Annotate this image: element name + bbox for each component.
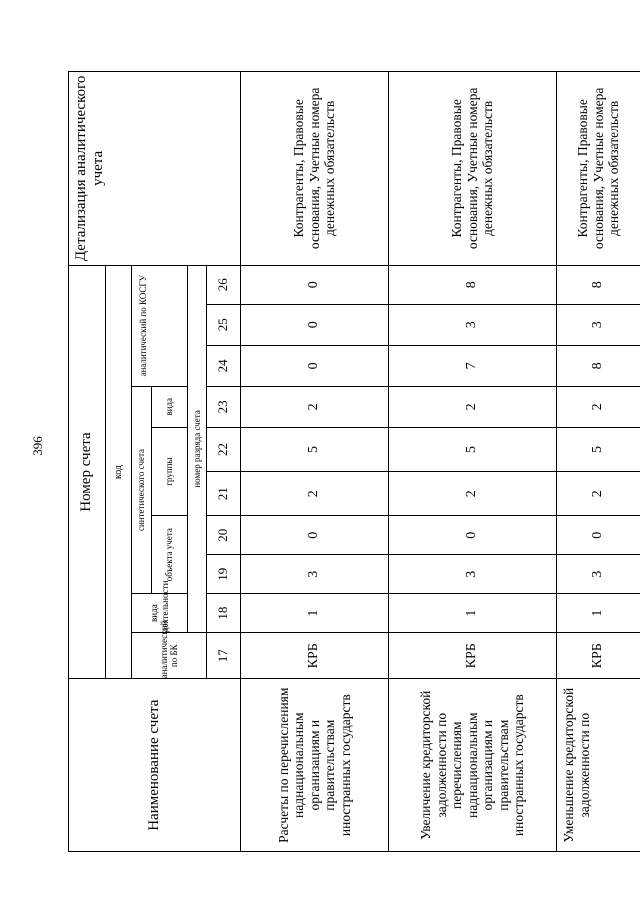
rotated-table-container [68, 71, 640, 852]
header-type: вида [152, 386, 188, 427]
digit-cell: 25 [207, 304, 241, 345]
row-analytic-detail: Контрагенты, Правовые основания, Учетные номера денежных обязательств [557, 72, 640, 266]
row-value: 2 [241, 386, 389, 427]
row-analytic-detail: Контрагенты, Правовые основания, Учетные номера денежных обязательств [389, 72, 557, 266]
digit-cell: 17 [207, 633, 241, 679]
row-value: 0 [241, 304, 389, 345]
row-analytic-detail: Контрагенты, Правовые основания, Учетные номера денежных обязательств [241, 72, 389, 266]
digit-cell: 18 [207, 594, 241, 633]
row-value: 0 [389, 516, 557, 555]
row-value: 8 [557, 345, 640, 386]
digit-cell: 23 [207, 386, 241, 427]
digit-cell: 20 [207, 516, 241, 555]
row-value: 3 [557, 304, 640, 345]
row-value: 2 [241, 472, 389, 516]
row-value: 5 [557, 427, 640, 471]
header-analytic-kosgu: аналитический по КОСГУ [132, 265, 188, 386]
row-value: 7 [389, 345, 557, 386]
row-value: 0 [241, 345, 389, 386]
header-synthetic-account: синтетического счета [132, 386, 152, 593]
header-analytic-detail: Детализация аналитического учета [69, 72, 241, 266]
row-value: 0 [557, 516, 640, 555]
row-value: 0 [241, 516, 389, 555]
row-value: 2 [557, 472, 640, 516]
row-value: 5 [241, 427, 389, 471]
digit-cell: 19 [207, 555, 241, 594]
row-value: 3 [241, 555, 389, 594]
page-number-container [30, 436, 50, 466]
digit-cell: 24 [207, 345, 241, 386]
header-activity-type: вида деятельности [132, 594, 188, 633]
row-value: 2 [389, 386, 557, 427]
digit-cell: 26 [207, 265, 241, 304]
row-value: 1 [241, 594, 389, 633]
row-value: 2 [557, 386, 640, 427]
header-digit-number: номер разряда счета [188, 265, 207, 632]
header-account-name: Наименование счета [69, 679, 241, 852]
header-group: группы [152, 427, 188, 515]
header-analytic-bk: аналитический по БК [132, 633, 207, 679]
table-row [389, 72, 557, 852]
accounts-table [68, 71, 640, 852]
row-account-name: Увеличение кредиторской задолженности по перечислениям наднациональным организациям и правительствам иностранных государств [389, 679, 557, 852]
row-value: 1 [389, 594, 557, 633]
row-value: КРБ [389, 633, 557, 679]
row-value: 2 [389, 472, 557, 516]
digit-cell: 21 [207, 472, 241, 516]
page-number: 396 [30, 436, 45, 456]
table-row [241, 72, 389, 852]
row-value: 3 [389, 304, 557, 345]
row-value: 3 [389, 555, 557, 594]
header-kod: код [106, 265, 132, 679]
row-account-name: Расчеты по перечислениям наднациональным организациям и правительствам иностранных государств [241, 679, 389, 852]
row-value: КРБ [241, 633, 389, 679]
row-value: 3 [557, 555, 640, 594]
row-value: 8 [557, 265, 640, 304]
row-value: КРБ [557, 633, 640, 679]
row-value: 1 [557, 594, 640, 633]
row-value: 8 [389, 265, 557, 304]
row-value: 0 [241, 265, 389, 304]
header-object: объекта учета [152, 516, 188, 594]
digit-cell: 22 [207, 427, 241, 471]
table-row [557, 72, 640, 852]
row-account-name: Уменьшение кредиторской задолженности по [557, 679, 640, 852]
row-value: 5 [389, 427, 557, 471]
header-account-number: Номер счета [69, 265, 106, 679]
